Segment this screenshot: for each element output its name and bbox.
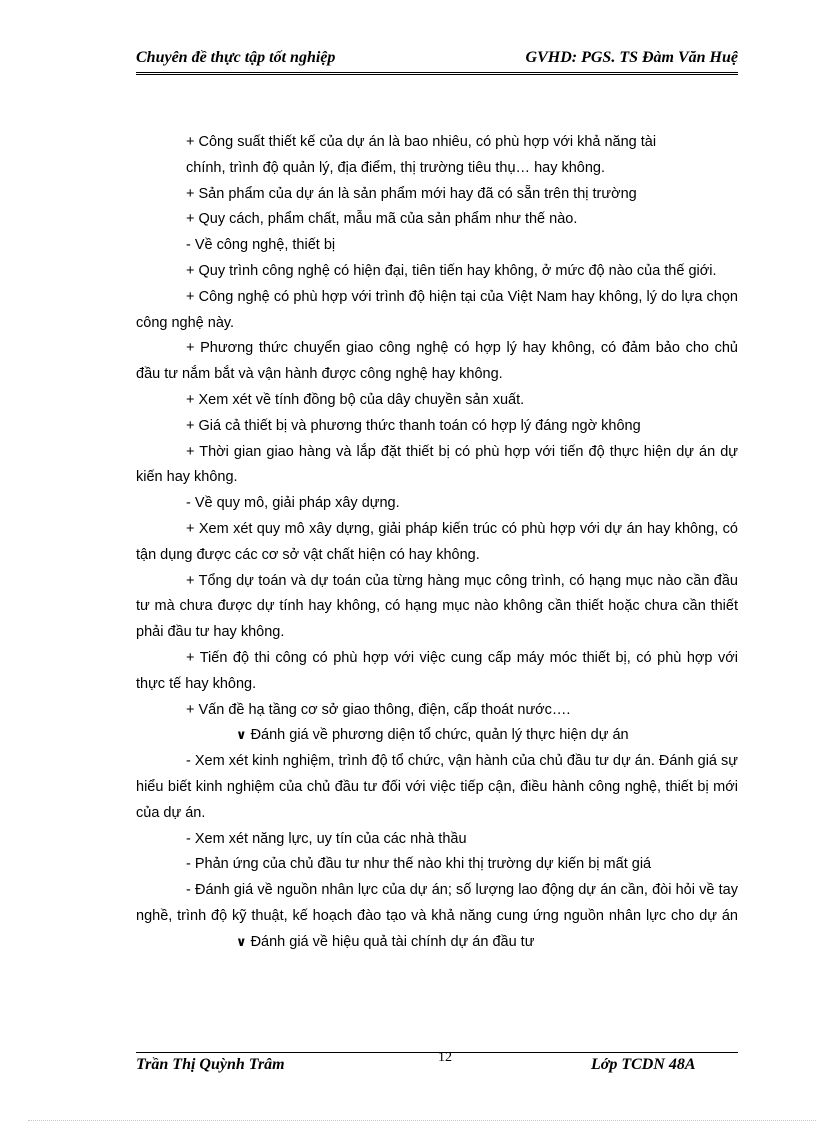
paragraph: + Tổng dự toán và dự toán của từng hàng mục công trình, có hạng mục nào cần đầu tư mà chưa được dự tính hay không, có hạng mục nào không cần thiết hoặc chưa cần thiết phải đầu tư hay không. [136,572,738,641]
paragraph: - Xem xét năng lực, uy tín của các nhà thầu [186,830,467,847]
section-heading-text: Đánh giá về hiệu quả tài chính dự án đầu tư [250,933,535,950]
page-footer [136,1052,738,1079]
header-supervisor: GVHD: PGS. TS Đàm Văn Huệ [525,49,738,66]
paragraph: + Quy trình công nghệ có hiện đại, tiên tiến hay không, ở mức độ nào của thế giới. [186,262,717,279]
paragraph: + Công nghệ có phù hợp với trình độ hiện tại của Việt Nam hay không, lý do lựa chọn công nghệ này. [136,288,738,331]
page-edge-divider [28,1120,816,1121]
document-body [136,130,738,956]
section-heading [136,930,738,956]
footer-class: Lớp TCDN 48A [591,1056,696,1073]
paragraph: - Phản ứng của chủ đầu tư như thế nào khi thị trường dự kiến bị mất giá [186,856,652,873]
paragraph: - Xem xét kinh nghiệm, trình độ tổ chức, vận hành của chủ đầu tư dự án. Đánh giá sự hiểu biết kinh nghiệm của chủ đầu tư đối với việc tiếp cận, điều hành công nghệ, thiết bị mới của dự án. [136,753,738,821]
paragraph: + Quy cách, phẩm chất, mẫu mã của sản phẩm như thế nào. [186,211,578,228]
paragraph: + Giá cả thiết bị và phương thức thanh toán có hợp lý đáng ngờ không [186,417,641,434]
section-heading [136,723,738,749]
footer-author: Trần Thị Quỳnh Trâm [136,1056,285,1073]
paragraph: - Đánh giá về nguồn nhân lực của dự án; số lượng lao động dự án cần, đòi hỏi về tay nghề, trình độ kỹ thuật, kế hoạch đào tạo và khả năng cung ứng nguồn nhân lực cho dự án [136,882,738,924]
checkmark-icon: ∨ [236,728,247,744]
paragraph: + Thời gian giao hàng và lắp đặt thiết bị có phù hợp với tiến độ thực hiện dự án dự kiến hay không. [136,443,738,486]
paragraph: + Công suất thiết kế của dự án là bao nhiêu, có phù hợp với khả năng tài [186,134,657,150]
paragraph: chính, trình độ quản lý, địa điểm, thị trường tiêu thụ… hay không. [186,159,606,176]
page-header [136,46,738,75]
paragraph: - Về công nghệ, thiết bị [186,237,336,254]
paragraph: + Tiến độ thi công có phù hợp với việc cung cấp máy móc thiết bị, có phù hợp với thực tế hay không. [136,649,738,692]
paragraph: + Vấn đề hạ tầng cơ sở giao thông, điện, cấp thoát nước…. [186,701,571,718]
paragraph: + Sản phẩm của dự án là sản phẩm mới hay đã có sẵn trên thị trường [186,185,637,202]
section-heading-text: Đánh giá về phương diện tổ chức, quản lý thực hiện dự án [250,727,629,744]
paragraph: + Xem xét quy mô xây dựng, giải pháp kiến trúc có phù hợp với dự án hay không, có tận dụng được các cơ sở vật chất hiện có hay không. [136,520,738,563]
paragraph: - Về quy mô, giải pháp xây dựng. [186,495,400,512]
header-title: Chuyên đề thực tập tốt nghiệp [136,49,336,66]
paragraph: + Xem xét về tính đồng bộ của dây chuyền sản xuất. [186,391,525,408]
checkmark-icon: ∨ [236,934,247,950]
paragraph: + Phương thức chuyển giao công nghệ có hợp lý hay không, có đảm bảo cho chủ đầu tư nắm bắt và vận hành được công nghệ hay không. [136,340,738,383]
page-number: 12 [438,1050,452,1065]
